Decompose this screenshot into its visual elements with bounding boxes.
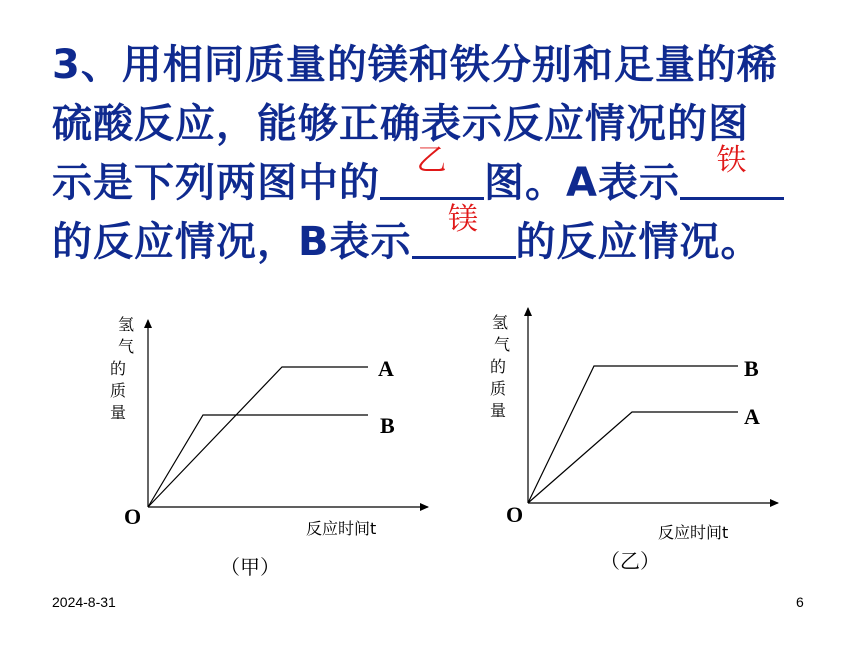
graph-right-caption: （乙） [600,549,660,573]
question-line-2: 硫酸反应，能够正确表示反应情况的图 [52,101,749,147]
graph-left [110,315,428,579]
answer-2: 铁 [716,143,748,178]
footer-page-number: 6 [796,594,804,610]
graph-right-label-top: B [744,356,759,381]
question-line-3-start: 示是下列两图中的 [52,160,380,206]
answer-3: 镁 [448,202,479,237]
graph-left-y-label-2: 气 [118,337,135,356]
question-line-4-end: 的反应情况。 [515,219,762,265]
graph-left-y-label-3: 的 [110,359,127,378]
graph-right-line-top [528,366,738,503]
graph-left-caption: （甲） [220,555,280,579]
graph-right-label-bottom: A [744,404,760,429]
question-line-3-middle: 图。A表示 [484,160,680,206]
graph-right-y-label-2: 气 [494,335,511,354]
graph-right-origin: O [506,502,524,527]
graph-left-line-bottom [148,415,368,507]
question-line-1: 3、用相同质量的镁和铁分别和足量的稀 [52,42,778,88]
graph-right-y-label-4: 质 [490,379,507,398]
graph-left-line-top [148,367,368,507]
graph-left-origin: O [124,504,142,529]
graph-left-label-bottom: B [380,413,395,438]
footer-date: 2024-8-31 [52,594,116,610]
graph-right-x-label: 反应时间t [658,523,729,542]
graph-right-y-label-5: 量 [490,401,507,420]
graph-left-y-label-4: 质 [110,381,127,400]
graph-right-y-label-1: 氢 [492,313,509,332]
graph-right-y-label-3: 的 [490,357,507,376]
graph-left-x-label: 反应时间t [306,519,377,538]
graph-left-label-top: A [378,356,394,381]
answer-1: 乙 [416,143,448,178]
graph-left-y-label-1: 氢 [118,315,135,334]
graph-right [490,308,778,573]
graph-right-line-bottom [528,412,738,503]
question-line-4-start: 的反应情况，B表示 [52,219,412,265]
graph-left-y-label-5: 量 [110,403,127,422]
